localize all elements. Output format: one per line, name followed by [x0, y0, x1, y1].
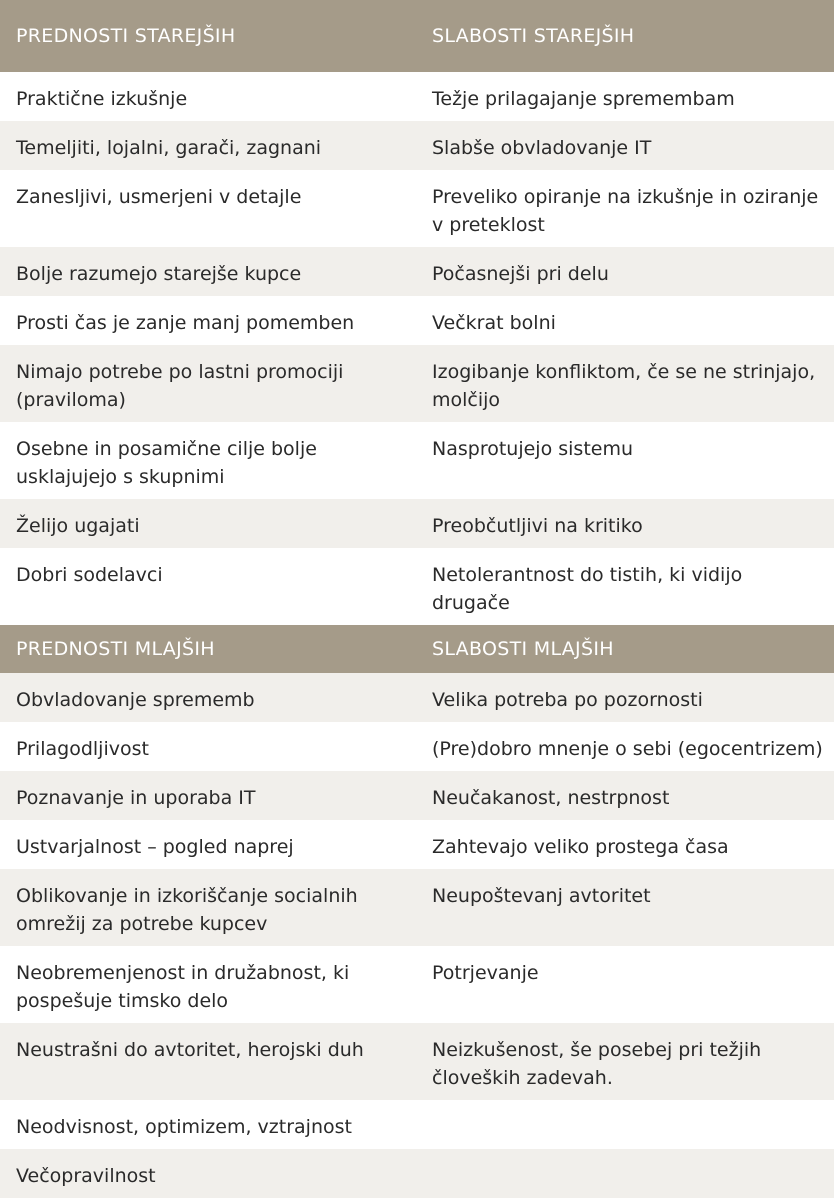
weakness-cell: Nasprotujejo sistemu [432, 438, 634, 460]
weakness-cell: Težje prilagajanje spremembam [432, 88, 735, 110]
table-row [0, 722, 834, 771]
header-weaknesses-younger: SLABOSTI MLAJŠIH [418, 625, 834, 673]
weakness-cell: Preobčutljivi na kritiko [418, 499, 834, 548]
strength-cell: Temeljiti, lojalni, garači, zagnani [0, 121, 418, 170]
table-row [0, 296, 834, 345]
weakness-cell: Počasnejši pri delu [418, 247, 834, 296]
table-row [0, 1149, 834, 1198]
strength-cell: Zanesljivi, usmerjeni v detajle [16, 186, 302, 208]
weakness-cell: (Pre)dobro mnenje o sebi (egocentrizem) [432, 738, 823, 760]
strength-cell: Prosti čas je zanje manj pomemben [16, 312, 355, 334]
weakness-cell [418, 1100, 834, 1149]
strength-cell: Prilagodljivost [16, 738, 149, 760]
table-row [0, 422, 834, 499]
strength-cell: Neodvisnost, optimizem, vztrajnost [16, 1116, 352, 1138]
table-row [0, 121, 834, 170]
strength-cell: Oblikovanje in izkoriščanje socialnih omrežij za potrebe kupcev [0, 869, 418, 946]
strength-cell: Obvladovanje sprememb [0, 673, 418, 722]
table-row [0, 72, 834, 121]
strength-cell: Ustvarjalnost – pogled naprej [16, 836, 294, 858]
strength-cell: Želijo ugajati [0, 499, 418, 548]
weakness-cell: Neučakanost, nestrpnost [418, 771, 834, 820]
weakness-cell: Velika potreba po pozornosti [418, 673, 834, 722]
header-row-older [0, 0, 834, 72]
table-row [0, 946, 834, 1023]
header-strengths-younger: PREDNOSTI MLAJŠIH [0, 625, 418, 673]
strength-cell: Večopravilnost [0, 1149, 418, 1198]
header-strengths-older: PREDNOSTI STAREJŠIH [0, 0, 418, 72]
strength-cell: Nimajo potrebe po lastni promociji (praviloma) [0, 345, 418, 422]
weakness-cell: Neupoštevanj avtoritet [418, 869, 834, 946]
strength-cell: Poznavanje in uporaba IT [0, 771, 418, 820]
table-row [0, 345, 834, 422]
weakness-cell: Neizkušenost, še posebej pri težjih človeških zadevah. [418, 1023, 834, 1100]
header-row-younger [0, 625, 834, 673]
strength-cell: Osebne in posamične cilje bolje usklajujejo s skupnimi [16, 438, 317, 488]
strength-cell: Neustrašni do avtoritet, herojski duh [0, 1023, 418, 1100]
header-weaknesses-older: SLABOSTI STAREJŠIH [418, 0, 834, 72]
strength-cell: Neobremenjenost in družabnost, ki pospešuje timsko delo [16, 962, 350, 1012]
weakness-cell: Netolerantnost do tistih, ki vidijo drugače [432, 564, 743, 614]
weakness-cell: Izogibanje konfliktom, če se ne strinjajo, molčijo [418, 345, 834, 422]
table-row [0, 673, 834, 722]
table-row [0, 820, 834, 869]
strength-cell: Praktične izkušnje [16, 88, 188, 110]
weakness-cell: Zahtevajo veliko prostega časa [432, 836, 729, 858]
weakness-cell [418, 1149, 834, 1198]
weakness-cell: Potrjevanje [432, 962, 539, 984]
weakness-cell: Slabše obvladovanje IT [418, 121, 834, 170]
table-row [0, 771, 834, 820]
table-row [0, 170, 834, 247]
strength-cell: Bolje razumejo starejše kupce [0, 247, 418, 296]
strength-cell: Dobri sodelavci [16, 564, 163, 586]
table-row [0, 499, 834, 548]
weakness-cell: Preveliko opiranje na izkušnje in oziranje v preteklost [432, 186, 819, 236]
table-row [0, 869, 834, 946]
table-row [0, 247, 834, 296]
weakness-cell: Večkrat bolni [432, 312, 556, 334]
table-row [0, 1100, 834, 1149]
table-row [0, 548, 834, 625]
table-row [0, 1023, 834, 1100]
